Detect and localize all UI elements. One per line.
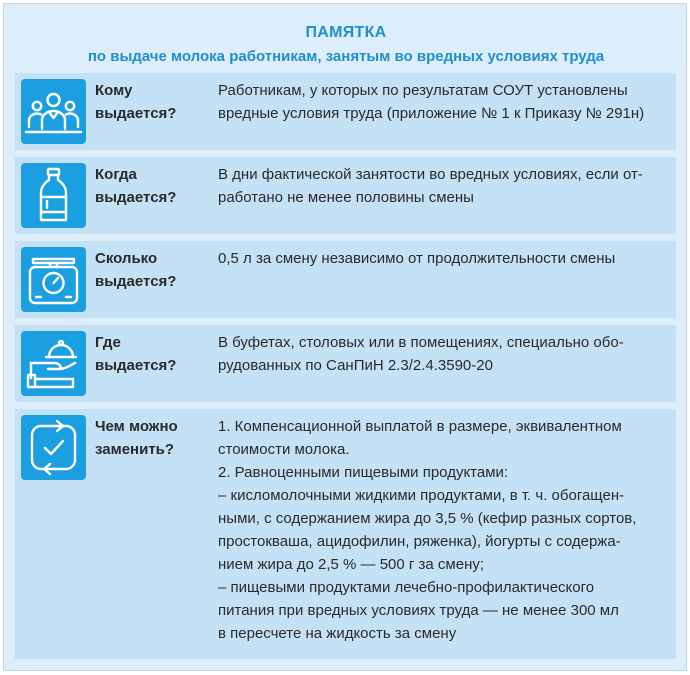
row-where — [15, 325, 676, 402]
row-replace — [15, 409, 676, 659]
row-text: 1. Компенсационной выплатой в размере, эквивалентном стоимости молока. 2. Равноценными пищевыми продуктами: – кисломолочными жидкими продуктами, в т. ч. обогащен- ными, с содержанием жира до 3,5 % (кефир разных сортов, простокваша, ацидофилин, ряженка), йогурты с содержа- нием жира до 2,5 % — 500 г за смену; – пищевыми продуктами лечебно-профилактического питания при вредных условиях труда — не менее 300 мл в пересчете на жидкость за смену — [218, 418, 637, 642]
row-label: Когда выдается? — [95, 166, 177, 206]
row-text: В дни фактической занятости во вредных условиях, если от- работано не менее половины смены — [218, 166, 643, 206]
row-label: Где выдается? — [95, 334, 177, 374]
row-label: Сколько выдается? — [95, 250, 177, 290]
memo-title: ПАМЯТКА — [305, 24, 387, 41]
exchange-check-icon — [21, 415, 86, 480]
row-label: Чем можно заменить? — [95, 418, 178, 458]
memo-subtitle: по выдаче молока работникам, занятым во вредных условиях труда — [87, 48, 605, 65]
milk-bottle-icon — [21, 163, 86, 228]
row-how-much — [15, 241, 676, 318]
scales-icon — [21, 247, 86, 312]
food-service-icon — [21, 331, 86, 396]
people-group-icon — [21, 79, 86, 144]
row-text: В буфетах, столовых или в помещениях, специально обо- рудованных по СанПиН 2.3/2.4.3590-20 — [218, 334, 624, 374]
memo-card — [3, 3, 687, 671]
row-text: Работникам, у которых по результатам СОУТ установлены вредные условия труда (приложение № 1 к Приказу № 291н) — [218, 82, 645, 122]
row-who — [15, 73, 676, 150]
row-when — [15, 157, 676, 234]
row-text: 0,5 л за смену независимо от продолжительности смены — [218, 250, 616, 267]
row-label: Кому выдается? — [95, 82, 177, 122]
